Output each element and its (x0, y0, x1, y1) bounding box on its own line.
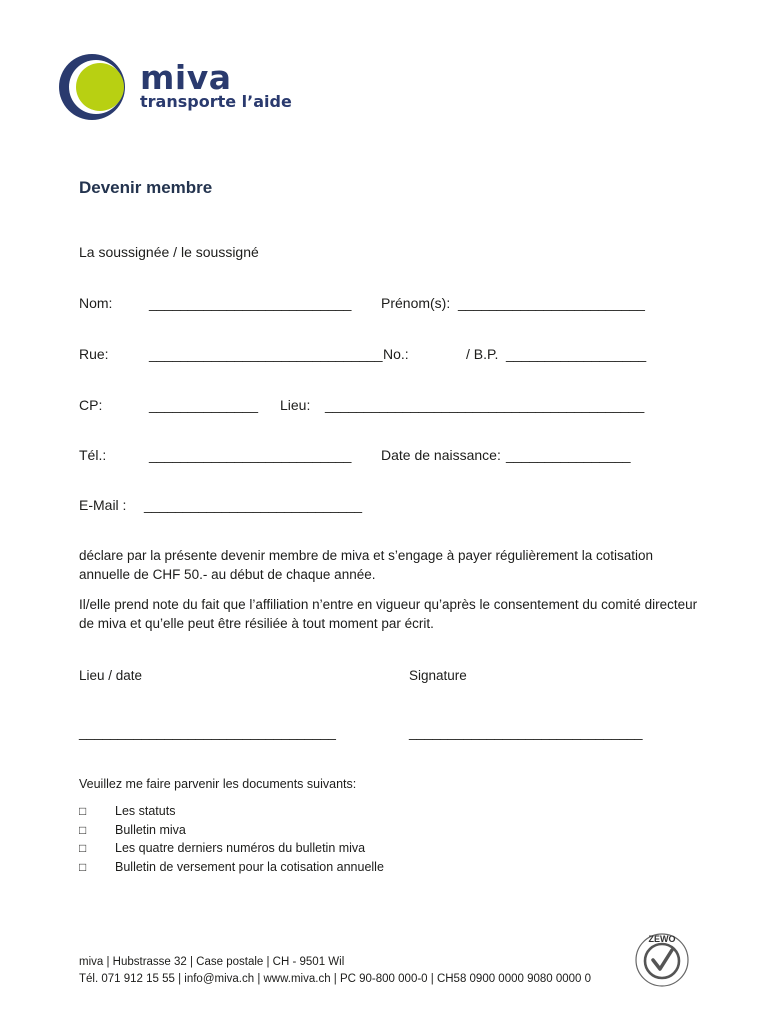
cp-label: CP: (79, 397, 103, 413)
email-label: E-Mail : (79, 497, 127, 513)
tel-field[interactable]: __________________________ (149, 447, 352, 463)
page-title: Devenir membre (79, 178, 213, 197)
email-field[interactable]: ____________________________ (144, 497, 363, 513)
nom-field[interactable]: __________________________ (149, 295, 352, 311)
declaration-text: déclare par la présente devenir membre de miva et s’engage à payer régulièrement la cotisation annuelle de CHF 50.- au début de chaque année. (79, 548, 654, 582)
lieu-field[interactable]: _________________________________________ (325, 397, 645, 413)
cp-field[interactable]: ______________ (149, 397, 259, 413)
no-label: No.: (383, 346, 409, 362)
zewo-seal-text: ZEWO (648, 934, 676, 944)
rue-label: Rue: (79, 346, 109, 362)
signature-field[interactable]: ______________________________ (409, 724, 643, 740)
signature-label: Signature (409, 668, 467, 683)
miva-logo-icon (55, 50, 145, 124)
logo-name: miva (140, 58, 232, 97)
documents-intro: Veuillez me faire parvenir les documents suivants: (79, 777, 357, 791)
lieu-date-field[interactable]: _________________________________ (79, 724, 336, 740)
checkbox-bulletin[interactable]: □ (79, 823, 87, 837)
nom-label: Nom: (79, 295, 113, 311)
lieu-date-label: Lieu / date (79, 668, 143, 683)
subtitle: La soussignée / le soussigné (79, 244, 259, 260)
checkbox-statuts[interactable]: □ (79, 804, 87, 818)
rue-field[interactable]: ______________________________ (149, 346, 383, 362)
prenom-label: Prénom(s): (381, 295, 451, 311)
prenom-field[interactable]: ________________________ (458, 295, 645, 311)
zewo-seal-icon (632, 930, 692, 990)
checkbox-bulletin-versement[interactable]: □ (79, 860, 87, 874)
footer-contact: Tél. 071 912 15 55 | info@miva.ch | www.miva.ch | PC 90-800 000-0 | CH58 0900 0000 9080 0000 0 (79, 973, 592, 985)
document-item-statuts: Les statuts (115, 804, 176, 818)
tel-label: Tél.: (79, 447, 107, 463)
logo-tagline: transporte l’aide (140, 92, 292, 111)
bp-label: / B.P. (466, 346, 499, 362)
naissance-label: Date de naissance: (381, 447, 501, 463)
document-item-derniers-numeros: Les quatre derniers numéros du bulletin miva (115, 841, 366, 855)
bp-field[interactable]: __________________ (506, 346, 647, 362)
checkbox-derniers-numeros[interactable]: □ (79, 841, 87, 855)
document-item-bulletin: Bulletin miva (115, 823, 186, 837)
note-text: Il/elle prend note du fait que l’affiliation n’entre en vigueur qu’après le consentement du comité directeur de miva et qu’elle peut être résiliée à tout moment par écrit. (79, 597, 698, 631)
footer-address: miva | Hubstrasse 32 | Case postale | CH - 9501 Wil (79, 956, 345, 968)
lieu-label: Lieu: (280, 397, 311, 413)
document-item-bulletin-versement: Bulletin de versement pour la cotisation annuelle (115, 860, 384, 874)
naissance-field[interactable]: ________________ (506, 447, 631, 463)
